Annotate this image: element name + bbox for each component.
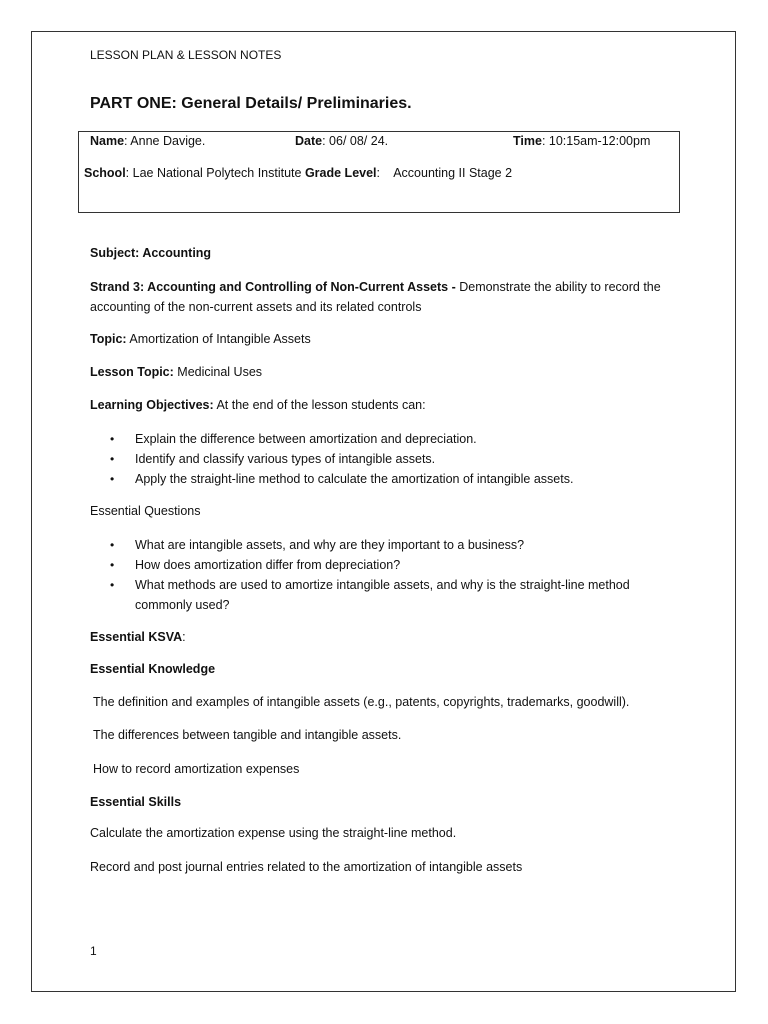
ksva-label: Essential KSVA [90,630,183,644]
list-item [110,555,665,575]
grade-level-label: Grade Level [304,166,377,180]
page-number: 1 [90,944,97,958]
date-label: Date [295,134,323,148]
essential-questions-list [110,535,665,615]
bullet-icon: • [110,578,115,592]
learning-objectives-list [110,429,665,489]
name-label: Name [90,134,125,148]
name-field [90,134,205,148]
grade-level-value: : Accounting II Stage 2 [376,166,513,180]
subject-line: Subject: Accounting [90,246,212,260]
learning-objectives-intro: At the end of the lesson students can: [213,398,426,412]
date-value: : 06/ 08/ 24. [322,134,389,148]
question-text: What are intangible assets, and why are they important to a business? [135,538,525,552]
ksva-suffix: : [182,630,186,644]
part-title: PART ONE: General Details/ Preliminaries. [90,95,412,112]
objective-text: Explain the difference between amortization and depreciation. [135,432,477,446]
list-item [110,575,665,615]
skill-item: Record and post journal entries related to the amortization of intangible assets [90,860,523,874]
lesson-topic-value: Medicinal Uses [173,365,263,379]
strand-label: Strand 3: Accounting and Controlling of Non-Current Assets - [90,280,460,294]
skill-item: Calculate the amortization expense using the straight-line method. [90,826,457,840]
knowledge-item: The differences between tangible and intangible assets. [93,728,402,742]
time-value: : 10:15am-12:00pm [541,134,651,148]
lesson-topic-label: Lesson Topic: [90,365,174,379]
bullet-icon: • [110,472,115,486]
school-grade-row [84,166,512,180]
essential-knowledge-heading: Essential Knowledge [90,662,216,676]
list-item [110,469,665,489]
list-item [110,449,665,469]
learning-objectives-line [90,398,426,412]
date-field [295,134,388,148]
lesson-topic-line [90,365,262,379]
essential-skills-heading: Essential Skills [90,795,182,809]
topic-label: Topic: [90,332,127,346]
essential-ksva-line [90,630,186,644]
topic-line [90,332,311,346]
list-item [110,429,665,449]
strand-text: Demonstrate the ability to record the accounting of the non-current assets and its related controls [90,280,661,314]
bullet-icon: • [110,452,115,466]
learning-objectives-label: Learning Objectives: [90,398,214,412]
document-header: LESSON PLAN & LESSON NOTES [90,48,282,62]
list-item [110,535,665,555]
school-value: : Lae National Polytech Institute [125,166,305,180]
school-label: School [84,166,126,180]
knowledge-item: How to record amortization expenses [93,762,300,776]
topic-value: Amortization of Intangible Assets [126,332,311,346]
time-field [513,134,650,148]
name-value: : Anne Davige. [124,134,206,148]
essential-questions-heading: Essential Questions [90,504,201,518]
bullet-icon: • [110,538,115,552]
time-label: Time [513,134,542,148]
knowledge-item: The definition and examples of intangible assets (e.g., patents, copyrights, trademarks, goodwill). [93,695,630,709]
bullet-icon: • [110,432,115,446]
question-text: What methods are used to amortize intangible assets, and why is the straight-line method commonly used? [135,578,630,612]
bullet-icon: • [110,558,115,572]
question-text: How does amortization differ from depreciation? [135,558,401,572]
objective-text: Identify and classify various types of intangible assets. [135,452,436,466]
objective-text: Apply the straight-line method to calculate the amortization of intangible assets. [135,472,574,486]
strand-paragraph [90,277,665,317]
